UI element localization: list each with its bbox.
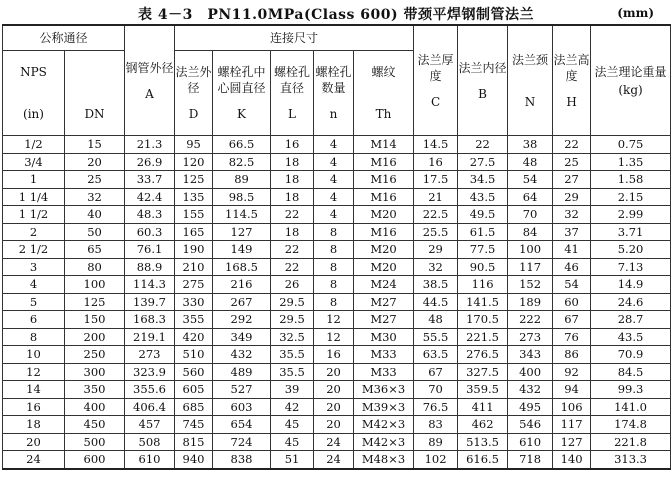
table-cell: 152 bbox=[508, 276, 553, 294]
table-cell: 815 bbox=[175, 433, 213, 451]
table-cell: 27 bbox=[553, 171, 591, 189]
table-cell: 39 bbox=[271, 381, 314, 399]
table-cell: 14 bbox=[3, 381, 65, 399]
table-cell: 189 bbox=[508, 293, 553, 311]
table-cell: 76.5 bbox=[414, 398, 458, 416]
table-cell: 106 bbox=[553, 398, 591, 416]
table-body bbox=[3, 136, 671, 469]
table-cell: 28.7 bbox=[591, 311, 671, 329]
table-cell: 89 bbox=[213, 171, 271, 189]
table-cell: M48×3 bbox=[354, 451, 414, 469]
unit-label: (mm) bbox=[617, 6, 654, 20]
table-cell: 355 bbox=[175, 311, 213, 329]
table-cell: 29.5 bbox=[271, 311, 314, 329]
table-cell: 8 bbox=[314, 241, 354, 259]
table-cell: 300 bbox=[65, 363, 125, 381]
header-thickness: 法兰厚度 C bbox=[414, 25, 458, 136]
table-row bbox=[3, 433, 671, 451]
table-cell: 16 bbox=[271, 136, 314, 154]
table-cell: 5.20 bbox=[591, 241, 671, 259]
table-cell: 1 1/2 bbox=[3, 206, 65, 224]
table-cell: 718 bbox=[508, 451, 553, 469]
table-cell: 42.4 bbox=[125, 188, 175, 206]
table-row bbox=[3, 311, 671, 329]
table-cell: 546 bbox=[508, 416, 553, 434]
table-cell: 26 bbox=[271, 276, 314, 294]
table-cell: 84 bbox=[508, 223, 553, 241]
table-cell: 513.5 bbox=[458, 433, 508, 451]
table-cell: 22 bbox=[271, 258, 314, 276]
table-row bbox=[3, 223, 671, 241]
table-cell: 12 bbox=[314, 328, 354, 346]
header-inner-diameter: 法兰内径 B bbox=[458, 25, 508, 136]
table-cell: 20 bbox=[314, 381, 354, 399]
table-cell: 7.13 bbox=[591, 258, 671, 276]
table-cell: 33.7 bbox=[125, 171, 175, 189]
table-cell: M16 bbox=[354, 171, 414, 189]
table-cell: 20 bbox=[65, 153, 125, 171]
table-cell: 139.7 bbox=[125, 293, 175, 311]
table-cell: 67 bbox=[553, 311, 591, 329]
table-cell: 219.1 bbox=[125, 328, 175, 346]
table-cell: 2 1/2 bbox=[3, 241, 65, 259]
table-cell: M27 bbox=[354, 293, 414, 311]
table-cell: M27 bbox=[354, 311, 414, 329]
table-cell: 127 bbox=[553, 433, 591, 451]
table-cell: M14 bbox=[354, 136, 414, 154]
table-cell: 343 bbox=[508, 346, 553, 364]
table-cell: 16 bbox=[314, 346, 354, 364]
table-cell: 61.5 bbox=[458, 223, 508, 241]
table-cell: 292 bbox=[213, 311, 271, 329]
table-cell: 32 bbox=[553, 206, 591, 224]
table-cell: 90.5 bbox=[458, 258, 508, 276]
table-row bbox=[3, 241, 671, 259]
table-cell: 603 bbox=[213, 398, 271, 416]
header-height: 法兰高度 H bbox=[553, 25, 591, 136]
table-cell: 99.3 bbox=[591, 381, 671, 399]
table-cell: 12 bbox=[3, 363, 65, 381]
table-cell: 4 bbox=[314, 188, 354, 206]
table-cell: 25 bbox=[553, 153, 591, 171]
table-cell: 616.5 bbox=[458, 451, 508, 469]
table-row bbox=[3, 206, 671, 224]
table-cell: 168.5 bbox=[213, 258, 271, 276]
table-cell: 216 bbox=[213, 276, 271, 294]
table-cell: M16 bbox=[354, 153, 414, 171]
header-bolt-hole: 螺栓孔直径 L bbox=[271, 51, 314, 136]
table-cell: 8 bbox=[314, 276, 354, 294]
table-cell: 462 bbox=[458, 416, 508, 434]
table-cell: 70.9 bbox=[591, 346, 671, 364]
table-cell: 18 bbox=[3, 416, 65, 434]
table-cell: 359.5 bbox=[458, 381, 508, 399]
table-cell: 508 bbox=[125, 433, 175, 451]
table-cell: 84.5 bbox=[591, 363, 671, 381]
table-cell: 406.4 bbox=[125, 398, 175, 416]
table-cell: 114.3 bbox=[125, 276, 175, 294]
table-cell: 724 bbox=[213, 433, 271, 451]
table-cell: 16 bbox=[414, 153, 458, 171]
table-cell: 21 bbox=[414, 188, 458, 206]
table-row bbox=[3, 398, 671, 416]
table-cell: M16 bbox=[354, 188, 414, 206]
table-cell: 4 bbox=[314, 171, 354, 189]
table-cell: 8 bbox=[314, 258, 354, 276]
table-cell: 83 bbox=[414, 416, 458, 434]
table-row bbox=[3, 188, 671, 206]
table-cell: M20 bbox=[354, 258, 414, 276]
table-cell: 77.5 bbox=[458, 241, 508, 259]
table-cell: M33 bbox=[354, 346, 414, 364]
table-cell: 2.99 bbox=[591, 206, 671, 224]
table-cell: 17.5 bbox=[414, 171, 458, 189]
table-cell: 838 bbox=[213, 451, 271, 469]
table-cell: 20 bbox=[314, 398, 354, 416]
table-cell: 1.35 bbox=[591, 153, 671, 171]
table-cell: 25 bbox=[65, 171, 125, 189]
table-cell: 12 bbox=[314, 311, 354, 329]
table-cell: 140 bbox=[553, 451, 591, 469]
table-cell: 98.5 bbox=[213, 188, 271, 206]
table-cell: 221.5 bbox=[458, 328, 508, 346]
table-cell: 16 bbox=[3, 398, 65, 416]
table-cell: M36×3 bbox=[354, 381, 414, 399]
table-cell: 349 bbox=[213, 328, 271, 346]
table-cell: 35.5 bbox=[271, 346, 314, 364]
table-cell: 22 bbox=[458, 136, 508, 154]
header-dn: DN bbox=[65, 51, 125, 136]
header-flange-od: 法兰外径 D bbox=[175, 51, 213, 136]
table-cell: 560 bbox=[175, 363, 213, 381]
table-cell: 15 bbox=[65, 136, 125, 154]
table-cell: 400 bbox=[508, 363, 553, 381]
header-nominal-group: 公称通径 bbox=[3, 25, 125, 51]
table-cell: 80 bbox=[65, 258, 125, 276]
table-cell: 66.5 bbox=[213, 136, 271, 154]
table-cell: 330 bbox=[175, 293, 213, 311]
table-cell: 250 bbox=[65, 346, 125, 364]
table-cell: 22 bbox=[553, 136, 591, 154]
table-cell: 76 bbox=[553, 328, 591, 346]
table-cell: 49.5 bbox=[458, 206, 508, 224]
table-cell: 457 bbox=[125, 416, 175, 434]
table-cell: 20 bbox=[3, 433, 65, 451]
table-cell: 64 bbox=[508, 188, 553, 206]
table-row bbox=[3, 153, 671, 171]
table-cell: 4 bbox=[314, 153, 354, 171]
table-cell: 1/2 bbox=[3, 136, 65, 154]
table-cell: 35.5 bbox=[271, 363, 314, 381]
table-cell: 5 bbox=[3, 293, 65, 311]
table-cell: 355.6 bbox=[125, 381, 175, 399]
table-cell: 273 bbox=[125, 346, 175, 364]
table-cell: 155 bbox=[175, 206, 213, 224]
table-cell: 24.6 bbox=[591, 293, 671, 311]
table-cell: M33 bbox=[354, 363, 414, 381]
table-cell: 3 bbox=[3, 258, 65, 276]
table-cell: 125 bbox=[65, 293, 125, 311]
table-cell: 22 bbox=[271, 206, 314, 224]
table-cell: 4 bbox=[314, 206, 354, 224]
table-cell: 1 1/4 bbox=[3, 188, 65, 206]
header-thread: 螺纹 Th bbox=[354, 51, 414, 136]
table-cell: 3.71 bbox=[591, 223, 671, 241]
table-cell: 26.9 bbox=[125, 153, 175, 171]
table-cell: 27.5 bbox=[458, 153, 508, 171]
flange-dimension-table bbox=[2, 24, 671, 470]
table-cell: 24 bbox=[314, 433, 354, 451]
table-cell: 450 bbox=[65, 416, 125, 434]
table-cell: 65 bbox=[65, 241, 125, 259]
table-cell: 500 bbox=[65, 433, 125, 451]
table-cell: 54 bbox=[508, 171, 553, 189]
table-cell: 117 bbox=[508, 258, 553, 276]
table-cell: 70 bbox=[508, 206, 553, 224]
table-cell: 43.5 bbox=[591, 328, 671, 346]
table-cell: 95 bbox=[175, 136, 213, 154]
table-cell: M16 bbox=[354, 223, 414, 241]
table-cell: 610 bbox=[508, 433, 553, 451]
table-cell: 41 bbox=[553, 241, 591, 259]
table-cell: 60.3 bbox=[125, 223, 175, 241]
table-cell: 63.5 bbox=[414, 346, 458, 364]
table-cell: 38 bbox=[508, 136, 553, 154]
table-cell: 1.58 bbox=[591, 171, 671, 189]
table-cell: 29.5 bbox=[271, 293, 314, 311]
table-cell: 120 bbox=[175, 153, 213, 171]
table-row bbox=[3, 363, 671, 381]
table-cell: 86 bbox=[553, 346, 591, 364]
header-nps: NPS (in) bbox=[3, 51, 65, 136]
table-cell: 149 bbox=[213, 241, 271, 259]
table-cell: 38.5 bbox=[414, 276, 458, 294]
table-cell: 18 bbox=[271, 188, 314, 206]
table-cell: 117 bbox=[553, 416, 591, 434]
table-cell: 313.3 bbox=[591, 451, 671, 469]
table-cell: 654 bbox=[213, 416, 271, 434]
table-cell: 210 bbox=[175, 258, 213, 276]
table-cell: 275 bbox=[175, 276, 213, 294]
table-cell: 89 bbox=[414, 433, 458, 451]
table-cell: 116 bbox=[458, 276, 508, 294]
table-cell: 94 bbox=[553, 381, 591, 399]
table-cell: 40 bbox=[65, 206, 125, 224]
table-cell: M42×3 bbox=[354, 433, 414, 451]
table-cell: 37 bbox=[553, 223, 591, 241]
table-cell: 141.0 bbox=[591, 398, 671, 416]
table-cell: 350 bbox=[65, 381, 125, 399]
table-cell: 88.9 bbox=[125, 258, 175, 276]
table-row bbox=[3, 416, 671, 434]
table-cell: 34.5 bbox=[458, 171, 508, 189]
table-cell: 190 bbox=[175, 241, 213, 259]
table-cell: 3/4 bbox=[3, 153, 65, 171]
table-cell: 1 bbox=[3, 171, 65, 189]
table-cell: 48 bbox=[414, 311, 458, 329]
table-cell: 18 bbox=[271, 223, 314, 241]
table-cell: 21.3 bbox=[125, 136, 175, 154]
table-cell: 32 bbox=[65, 188, 125, 206]
table-cell: 48.3 bbox=[125, 206, 175, 224]
table-row bbox=[3, 346, 671, 364]
table-cell: 432 bbox=[213, 346, 271, 364]
table-cell: 168.3 bbox=[125, 311, 175, 329]
table-cell: M30 bbox=[354, 328, 414, 346]
table-cell: 70 bbox=[414, 381, 458, 399]
table-cell: 24 bbox=[3, 451, 65, 469]
header-weight: 法兰理论重量 (kg) bbox=[591, 25, 671, 136]
table-cell: 8 bbox=[3, 328, 65, 346]
table-cell: 135 bbox=[175, 188, 213, 206]
table-row bbox=[3, 276, 671, 294]
table-cell: 8 bbox=[314, 293, 354, 311]
header-connection-group: 连接尺寸 bbox=[175, 25, 414, 51]
table-cell: M39×3 bbox=[354, 398, 414, 416]
table-row bbox=[3, 258, 671, 276]
table-cell: 100 bbox=[65, 276, 125, 294]
header-bolt-count: 螺栓孔数量 n bbox=[314, 51, 354, 136]
table-cell: 100 bbox=[508, 241, 553, 259]
table-cell: 141.5 bbox=[458, 293, 508, 311]
table-cell: 48 bbox=[508, 153, 553, 171]
table-cell: 400 bbox=[65, 398, 125, 416]
table-cell: 276.5 bbox=[458, 346, 508, 364]
table-cell: 267 bbox=[213, 293, 271, 311]
table-cell: 411 bbox=[458, 398, 508, 416]
table-cell: 45 bbox=[271, 416, 314, 434]
table-cell: 605 bbox=[175, 381, 213, 399]
table-cell: 527 bbox=[213, 381, 271, 399]
table-cell: 76.1 bbox=[125, 241, 175, 259]
table-cell: 420 bbox=[175, 328, 213, 346]
table-cell: 940 bbox=[175, 451, 213, 469]
table-cell: 2.15 bbox=[591, 188, 671, 206]
table-row bbox=[3, 381, 671, 399]
table-cell: 510 bbox=[175, 346, 213, 364]
table-cell: 14.5 bbox=[414, 136, 458, 154]
table-cell: 32 bbox=[414, 258, 458, 276]
table-cell: 127 bbox=[213, 223, 271, 241]
table-cell: 44.5 bbox=[414, 293, 458, 311]
table-cell: 18 bbox=[271, 171, 314, 189]
table-cell: 60 bbox=[553, 293, 591, 311]
table-cell: 495 bbox=[508, 398, 553, 416]
table-cell: 29 bbox=[553, 188, 591, 206]
title-bar bbox=[0, 0, 672, 24]
table-cell: 82.5 bbox=[213, 153, 271, 171]
table-cell: M20 bbox=[354, 206, 414, 224]
table-cell: 150 bbox=[65, 311, 125, 329]
table-cell: 22.5 bbox=[414, 206, 458, 224]
table-cell: 600 bbox=[65, 451, 125, 469]
table-cell: 20 bbox=[314, 363, 354, 381]
table-cell: 102 bbox=[414, 451, 458, 469]
table-cell: 51 bbox=[271, 451, 314, 469]
table-cell: 489 bbox=[213, 363, 271, 381]
table-cell: 14.9 bbox=[591, 276, 671, 294]
table-cell: 10 bbox=[3, 346, 65, 364]
header-bolt-circle: 螺栓孔中心圆直径 K bbox=[213, 51, 271, 136]
table-cell: 745 bbox=[175, 416, 213, 434]
table-cell: 432 bbox=[508, 381, 553, 399]
table-cell: 273 bbox=[508, 328, 553, 346]
table-cell: 685 bbox=[175, 398, 213, 416]
table-cell: 43.5 bbox=[458, 188, 508, 206]
table-cell: 2 bbox=[3, 223, 65, 241]
table-cell: 170.5 bbox=[458, 311, 508, 329]
table-cell: 221.8 bbox=[591, 433, 671, 451]
table-cell: 125 bbox=[175, 171, 213, 189]
table-cell: 165 bbox=[175, 223, 213, 241]
table-cell: 18 bbox=[271, 153, 314, 171]
table-cell: 42 bbox=[271, 398, 314, 416]
table-cell: M24 bbox=[354, 276, 414, 294]
table-cell: 114.5 bbox=[213, 206, 271, 224]
table-row bbox=[3, 293, 671, 311]
table-cell: 20 bbox=[314, 416, 354, 434]
table-cell: 25.5 bbox=[414, 223, 458, 241]
table-cell: 55.5 bbox=[414, 328, 458, 346]
table-caption: 表 4－3 PN11.0MPa(Class 600) 带颈平焊钢制管法兰 bbox=[137, 7, 534, 23]
table-cell: 29 bbox=[414, 241, 458, 259]
table-cell: 92 bbox=[553, 363, 591, 381]
table-row bbox=[3, 451, 671, 469]
header-pipe-od: 钢管外径 A bbox=[125, 25, 175, 136]
table-cell: 323.9 bbox=[125, 363, 175, 381]
table-cell: 4 bbox=[314, 136, 354, 154]
table-cell: 8 bbox=[314, 223, 354, 241]
table-cell: 222 bbox=[508, 311, 553, 329]
table-cell: 45 bbox=[271, 433, 314, 451]
table-cell: 46 bbox=[553, 258, 591, 276]
table-cell: 50 bbox=[65, 223, 125, 241]
table-cell: 24 bbox=[314, 451, 354, 469]
table-cell: M20 bbox=[354, 241, 414, 259]
table-cell: 200 bbox=[65, 328, 125, 346]
table-cell: 32.5 bbox=[271, 328, 314, 346]
table-row bbox=[3, 171, 671, 189]
table-row bbox=[3, 328, 671, 346]
table-cell: 54 bbox=[553, 276, 591, 294]
table-cell: 67 bbox=[414, 363, 458, 381]
header-neck: 法兰颈 N bbox=[508, 25, 553, 136]
table-cell: 0.75 bbox=[591, 136, 671, 154]
table-cell: 610 bbox=[125, 451, 175, 469]
table-cell: M42×3 bbox=[354, 416, 414, 434]
table-row bbox=[3, 136, 671, 154]
table-cell: 4 bbox=[3, 276, 65, 294]
table-cell: 6 bbox=[3, 311, 65, 329]
table-cell: 327.5 bbox=[458, 363, 508, 381]
table-cell: 22 bbox=[271, 241, 314, 259]
table-cell: 174.8 bbox=[591, 416, 671, 434]
